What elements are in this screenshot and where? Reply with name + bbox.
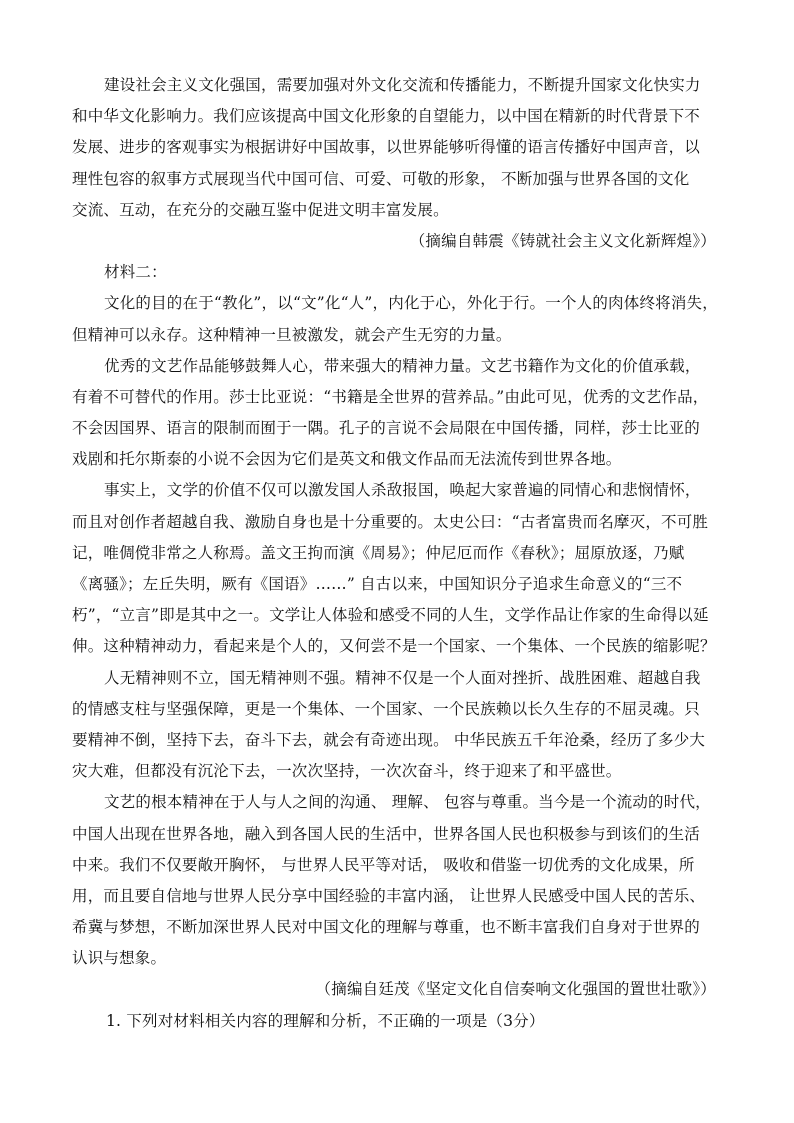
text-line: 文艺的根本精神在于人与人之间的沟通、 理解、 包容与尊重。当今是一个流动的时代， (104, 793, 711, 812)
document-page (72, 70, 722, 1037)
text-line: 要精神不倒，坚持下去，奋斗下去，就会有奇迹出现。 中华民族五千年沧桑，经历了多少大 (72, 730, 706, 749)
text-line: 希冀与梦想，不断加深世界人民对中国文化的理解与尊重，也不断丰富我们自身对于世界的 (72, 918, 701, 937)
text-line: 中来。我们不仅要敞开胸怀， 与世界人民平等对话， 吸收和借鉴一切优秀的文化成果，所 (72, 855, 695, 874)
source-citation-2: （摘编自廷茂《坚定文化自信奏响文化强国的置世壮歌》） (315, 980, 716, 999)
text-line: 理性包容的叙事方式展现当代中国可信、可爱、可敬的形象， 不断加强与世界各国的文化 (72, 169, 690, 188)
text-line: 《离骚》；左丘失明，厥有《国语》……” 自古以来，中国知识分子追求生命意义的“三不 (72, 575, 683, 593)
source-citation-1: （摘编自韩震《铸就社会主义文化新辉煌》） (409, 231, 716, 250)
text-line: 伸。这种精神动力，看起来是个人的，又何尝不是一个国家、一个集体、一个民族的缩影呢？ (72, 637, 716, 656)
text-line: 记，唯倜傥非常之人称焉。盖文王拘而演《周易》；仲尼厄而作《春秋》；屈原放逐，乃赋 (72, 543, 685, 562)
text-line: 而且对创作者超越自我、激励自身也是十分重要的。太史公曰：“古者富贵而名摩灭，不可胜 (72, 512, 709, 531)
text-line: 灾大难，但都没有沉沦下去，一次次坚持，一次次奋斗，终于迎来了和平盛世。 (72, 762, 622, 781)
text-line: 事实上，文学的价值不仅可以激发国人杀敌报国，唤起大家普遍的同情心和悲悯情怀， (104, 481, 701, 500)
paragraph-4 (72, 475, 722, 662)
text-line: 认识与想象。 (72, 949, 167, 968)
text-line: 交流、互动，在充分的交融互鉴中促进文明丰富发展。 (72, 200, 449, 219)
text-line: 文化的目的在于“教化”，以“文”化“人”，内化于心，外化于行。一个人的肉体终将消失， (104, 294, 718, 313)
text-line: 的情感支柱与坚强保障，更是一个集体、一个国家、一个民族赖以长久生存的不屈灵魂。只 (72, 699, 701, 718)
text-line: 但精神可以永存。这种精神一旦被激发，就会产生无穷的力量。 (72, 325, 512, 344)
text-line: 中国人出现在世界各地，融入到各国人民的生活中，世界各国人民也积极参与到该们的生活 (72, 824, 701, 843)
paragraph-1 (72, 70, 722, 226)
text-line: 发展、进步的客观事实为根据讲好中国故事，以世界能够听得懂的语言传播好中国声音，以 (72, 138, 701, 157)
paragraph-5 (72, 663, 722, 788)
text-line: 人无精神则不立，国无精神则不强。精神不仅是一个人面对挫折、战胜困难、超越自我 (104, 668, 701, 687)
paragraph-3 (72, 351, 722, 476)
text-line: 不会因国界、语言的限制而囿于一隅。孔子的言说不会局限在中国传播，同样，莎士比亚的 (72, 419, 701, 438)
text-line: 朽”，“立言”即是其中之一。文学让人体验和感受不同的人生，文学作品让作家的生命得以延 (72, 606, 709, 625)
text-line: 用，而且要自信地与世界人民分享中国经验的丰富内涵， 让世界人民感受中国人民的苦乐、 (72, 886, 706, 905)
paragraph-2 (72, 288, 722, 350)
text-line: 优秀的文艺作品能够鼓舞人心，带来强大的精神力量。文艺书籍作为文化的价值承载， (104, 356, 701, 375)
paragraph-6 (72, 787, 722, 974)
text-line: 有着不可替代的作用。莎士比亚说：“书籍是全世界的营养品。”由此可见，优秀的文艺作品， (72, 387, 709, 406)
text-line: 戏剧和托尔斯泰的小说不会因为它们是英文和俄文作品而无法流传到世界各地。 (72, 450, 622, 469)
text-line: 建设社会主义文化强国，需要加强对外文化交流和传播能力，不断提升国家文化快实力 (104, 76, 701, 94)
question-1: 1. 下列对材料相关内容的理解和分析，不正确的一项是（3分） (106, 1011, 545, 1030)
material-2-label: 材料二： (104, 263, 167, 282)
text-line: 和中华文化影响力。我们应该提高中国文化形象的自望能力，以中国在精新的时代背景下不 (72, 107, 701, 126)
